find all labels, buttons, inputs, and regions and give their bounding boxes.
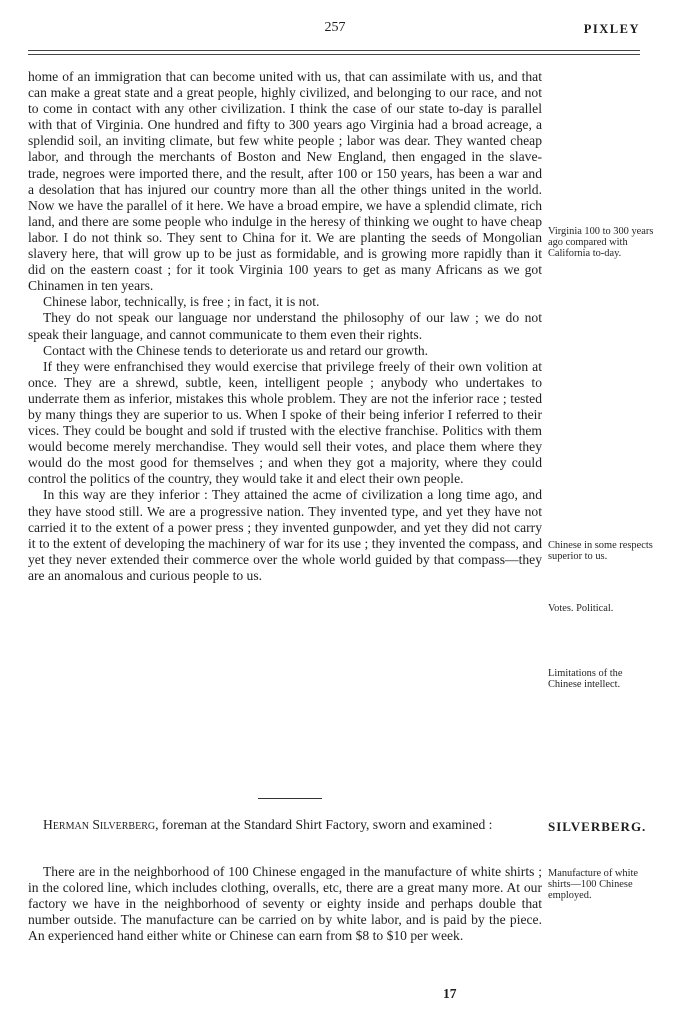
- section-divider: [258, 798, 322, 799]
- margin-note-limitations: Limitations of the Chinese intellect.: [548, 668, 623, 691]
- header-rule-top: [28, 50, 640, 51]
- running-head: PIXLEY: [583, 22, 640, 36]
- margin-heading-silverberg: SILVERBERG.: [548, 819, 647, 834]
- paragraph: home of an immigration that can become united with us, that can assimilate with us, and that can make a great state and a great people, highly civilized, and belonging to our race, and not to come in contact with any other civilization. I think the case of our state to-day is parallel with that of Virginia. One hundred and fifty to 300 years ago Virginia had a broad acreage, a splendid soil, an inviting climate, but few white people ; labor was dear. They wanted cheap labor, and through the merchants of Boston and New England, then engaged in the slave-trade, negroes were imported there, and the result, after 100 or 150 years, has been a war and a desolation that has injured our country more than all the other things united in the world. Now we have the parallel of it here. We have a broad empire, we have a splendid climate, rich land, and there are some people who indulge in the heresy of thinking we ought to have cheap labor. I do not think so. They sent to China for it. We are planting the seeds of Mongolian slavery here, that will grow up to be just as formidable, and is growing more rapidly than it did on the eastern coast ; for it took Virginia 100 years to get as many Africans as we got Chinamen in ten years.: [28, 69, 542, 294]
- silverberg-testimony: [28, 864, 542, 944]
- margin-note-superior: Chinese in some respects superior to us.: [548, 540, 653, 563]
- paragraph: There are in the neighborhood of 100 Chinese engaged in the manufacture of white shirts ; in the colored line, which includes clothing, overalls, etc, there are a great many more. At our factory we have in the neighborhood of seventy or eighty inside and perhaps double that number outside. The manufacture can be carried on by white labor, and is paid by the piece. An experienced hand either white or Chinese can earn from $8 to $10 per week.: [28, 864, 542, 944]
- pixley-testimony: [28, 69, 542, 584]
- page-number: 257: [324, 20, 346, 35]
- paragraph: Chinese labor, technically, is free ; in fact, it is not.: [43, 294, 320, 310]
- paragraph: In this way are they inferior : They attained the acme of civilization a long time ago, and they have stood still. We are a progressive nation. They invented type, and yet they have not carried it to the extent of a power press ; they invented gunpowder, and yet they did not carry it to the extent of developing the machinery of war for its use ; they invented the compass, and yet they never extended their commerce over the whole world guided by that compass—they are an anomalous and curious people to us.: [28, 487, 542, 583]
- witness-name: Herman Silverberg,: [43, 817, 159, 832]
- margin-note-manufacture: Manufacture of white shirts—100 Chinese employed.: [548, 868, 639, 902]
- paragraph: They do not speak our language nor understand the philosophy of our law ; we do not speak their language, and cannot communicate to them even their rights.: [28, 310, 542, 342]
- header-rule-bottom: [28, 54, 640, 55]
- paragraph: If they were enfranchised they would exercise that privilege freely of their own volition at once. They are a shrewd, subtle, keen, intelligent people ; anybody who undertakes to underrate them as inferior, mistakes this whole problem. They are not the inferior race ; tested by many things they are superior to us. When I spoke of their being inferior I referred to their vices. They could be bought and sold if trusted with the elective franchise. Politics with them would become merely merchandise. They would sell their votes, and place them where they would do the most good for themselves ; and when they got a majority, where they could control the politics of the country, they would take it and elect their own people.: [28, 358, 542, 487]
- paragraph: Contact with the Chinese tends to deteriorate us and retard our growth.: [43, 342, 429, 358]
- margin-note-votes: Votes. Political.: [548, 603, 614, 614]
- witness-intro: foreman at the Standard Shirt Factory, sworn and examined :: [158, 817, 493, 832]
- witness-introduction: [28, 817, 542, 833]
- margin-note-virginia: Virginia 100 to 300 years ago compared with California to-day.: [548, 226, 654, 260]
- signature-mark: 17: [443, 986, 457, 1001]
